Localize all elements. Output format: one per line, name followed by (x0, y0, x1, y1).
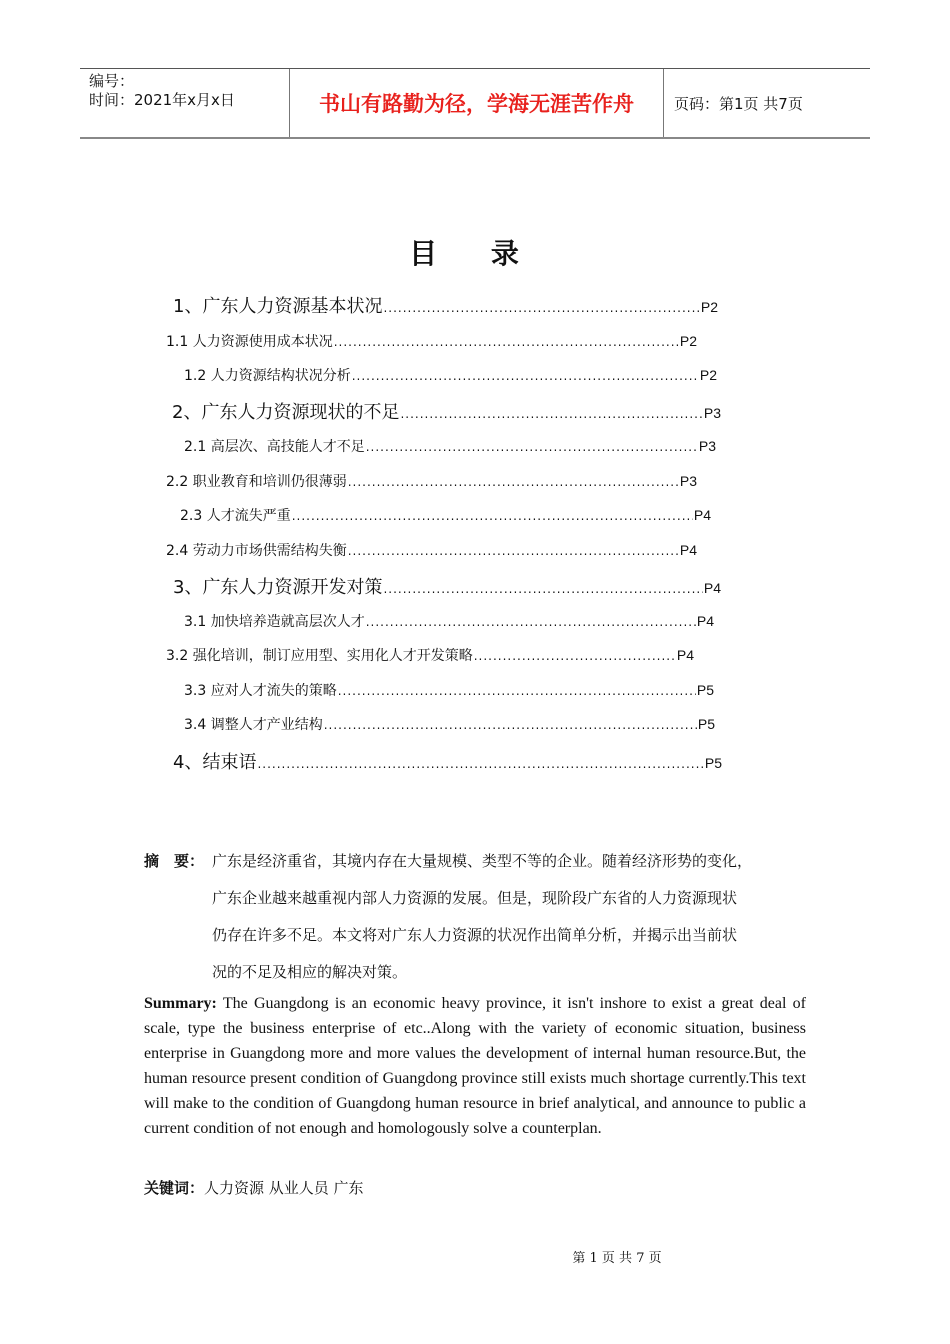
keywords (144, 1177, 364, 1198)
toc-entry-page: P4 (703, 580, 721, 596)
toc-entry-label: 1.2 人力资源结构状况分析 (184, 368, 351, 384)
toc-leader-dots (352, 369, 699, 383)
toc-entry-label: 2、广东人力资源现状的不足 (172, 402, 400, 423)
toc-leader-dots (338, 684, 696, 698)
toc-leader-dots (383, 301, 699, 315)
toc-entry-label: 3.4 调整人才产业结构 (184, 717, 323, 733)
abstract-label: 摘 要： (144, 852, 205, 870)
toc-entry[interactable] (184, 436, 716, 456)
toc-entry-page: P3 (703, 405, 721, 421)
header-motto: 书山有路勤为径，学海无涯苦作舟 (290, 69, 664, 137)
keywords-text: 人力资源 从业人员 广东 (204, 1179, 364, 1197)
toc-entry[interactable] (166, 645, 694, 665)
toc-entry-label: 1、广东人力资源基本状况 (173, 296, 383, 317)
toc-entry[interactable] (173, 573, 721, 599)
toc-leader-dots (400, 407, 702, 421)
toc-entry-page: P4 (696, 613, 714, 629)
toc-entry-page: P3 (679, 473, 697, 489)
toc-entry-page: P4 (679, 542, 697, 558)
toc-entry-page: P2 (679, 333, 697, 349)
abstract-line: 广东企业越来越重视内部人力资源的发展。但是，现阶段广东省的人力资源现状 (212, 889, 738, 907)
toc-entry-label: 3.1 加快培养造就高层次人才 (184, 614, 365, 630)
keywords-label: 关键词： (144, 1179, 205, 1197)
toc-entry-label: 2.4 劳动力市场供需结构失衡 (166, 543, 347, 559)
toc-leader-dots (334, 335, 679, 349)
abstract-line: 广东是经济重省，其境内存在大量规模、类型不等的企业。随着经济形势的变化， (212, 852, 753, 870)
summary-label: Summary: (144, 995, 217, 1012)
summary-text: The Guangdong is an economic heavy province, it isn't inshore to exist a great deal of scale, type the business enterprise of etc..Along with the variety of economic situation, business enterprise in Guangdong more and more values the development of internal human resource.But, the human resource present condition of Guangdong province still exists much shortage currently.This text will make to the condition of Guangdong human resource in brief analytical, and announce to public a current condition of not enough and homologously solve a counterplan. (144, 995, 806, 1137)
toc-entry-page: P2 (700, 299, 718, 315)
toc-leader-dots (257, 757, 703, 771)
toc-entry[interactable] (184, 680, 714, 700)
toc-entry-label: 3.3 应对人才流失的策略 (184, 683, 337, 699)
time-label: 时间：2021年x月x日 (89, 91, 235, 109)
toc-entry-label: 3、广东人力资源开发对策 (173, 577, 383, 598)
page-header (80, 68, 870, 139)
toc-entry[interactable] (184, 611, 714, 631)
toc-entry-label: 2.2 职业教育和培训仍很薄弱 (166, 474, 347, 490)
toc-entry-label: 2.3 人才流失严重 (180, 508, 291, 524)
toc-entry-page: P5 (704, 755, 722, 771)
header-page-info: 页码：第1页 共7页 (674, 94, 803, 113)
page-footer: 第 1 页 共 7 页 (572, 1251, 662, 1266)
toc-entry-label: 3.2 强化培训，制订应用型、实用化人才开发策略 (166, 648, 473, 664)
header-meta (80, 69, 290, 137)
toc-entry-page: P4 (676, 647, 694, 663)
toc-entry[interactable] (173, 292, 718, 318)
toc-leader-dots (366, 440, 698, 454)
toc-entry-page: P2 (699, 367, 717, 383)
toc-entry-label: 4、结束语 (173, 752, 257, 773)
toc-entry-page: P4 (693, 507, 711, 523)
toc-entry-page: P5 (696, 682, 714, 698)
toc-leader-dots (348, 544, 679, 558)
toc-entry[interactable] (172, 398, 721, 424)
toc-entry[interactable] (166, 331, 697, 351)
toc-entry[interactable] (184, 714, 715, 734)
toc-leader-dots (324, 718, 697, 732)
toc-entry[interactable] (184, 365, 717, 385)
toc-leader-dots (292, 509, 693, 523)
abstract-line: 仍存在许多不足。本文将对广东人力资源的状况作出简单分析，并揭示出当前状 (212, 926, 738, 944)
toc-entry-label: 1.1 人力资源使用成本状况 (166, 334, 333, 350)
toc-leader-dots (383, 582, 702, 596)
toc-title: 目 录 (409, 237, 541, 270)
toc-entry[interactable] (180, 505, 711, 525)
summary (144, 991, 806, 1141)
toc-entry[interactable] (166, 471, 697, 491)
toc-entry[interactable] (166, 540, 697, 560)
toc-entry-page: P3 (698, 438, 716, 454)
abstract (144, 843, 824, 991)
toc-leader-dots (348, 475, 679, 489)
abstract-line: 况的不足及相应的解决对策。 (212, 963, 408, 981)
toc-entry-page: P5 (697, 716, 715, 732)
toc-leader-dots (474, 649, 676, 663)
toc-leader-dots (366, 615, 696, 629)
number-label: 编号： (89, 72, 135, 90)
toc-entry-label: 2.1 高层次、高技能人才不足 (184, 439, 365, 455)
toc-entry[interactable] (173, 748, 722, 774)
